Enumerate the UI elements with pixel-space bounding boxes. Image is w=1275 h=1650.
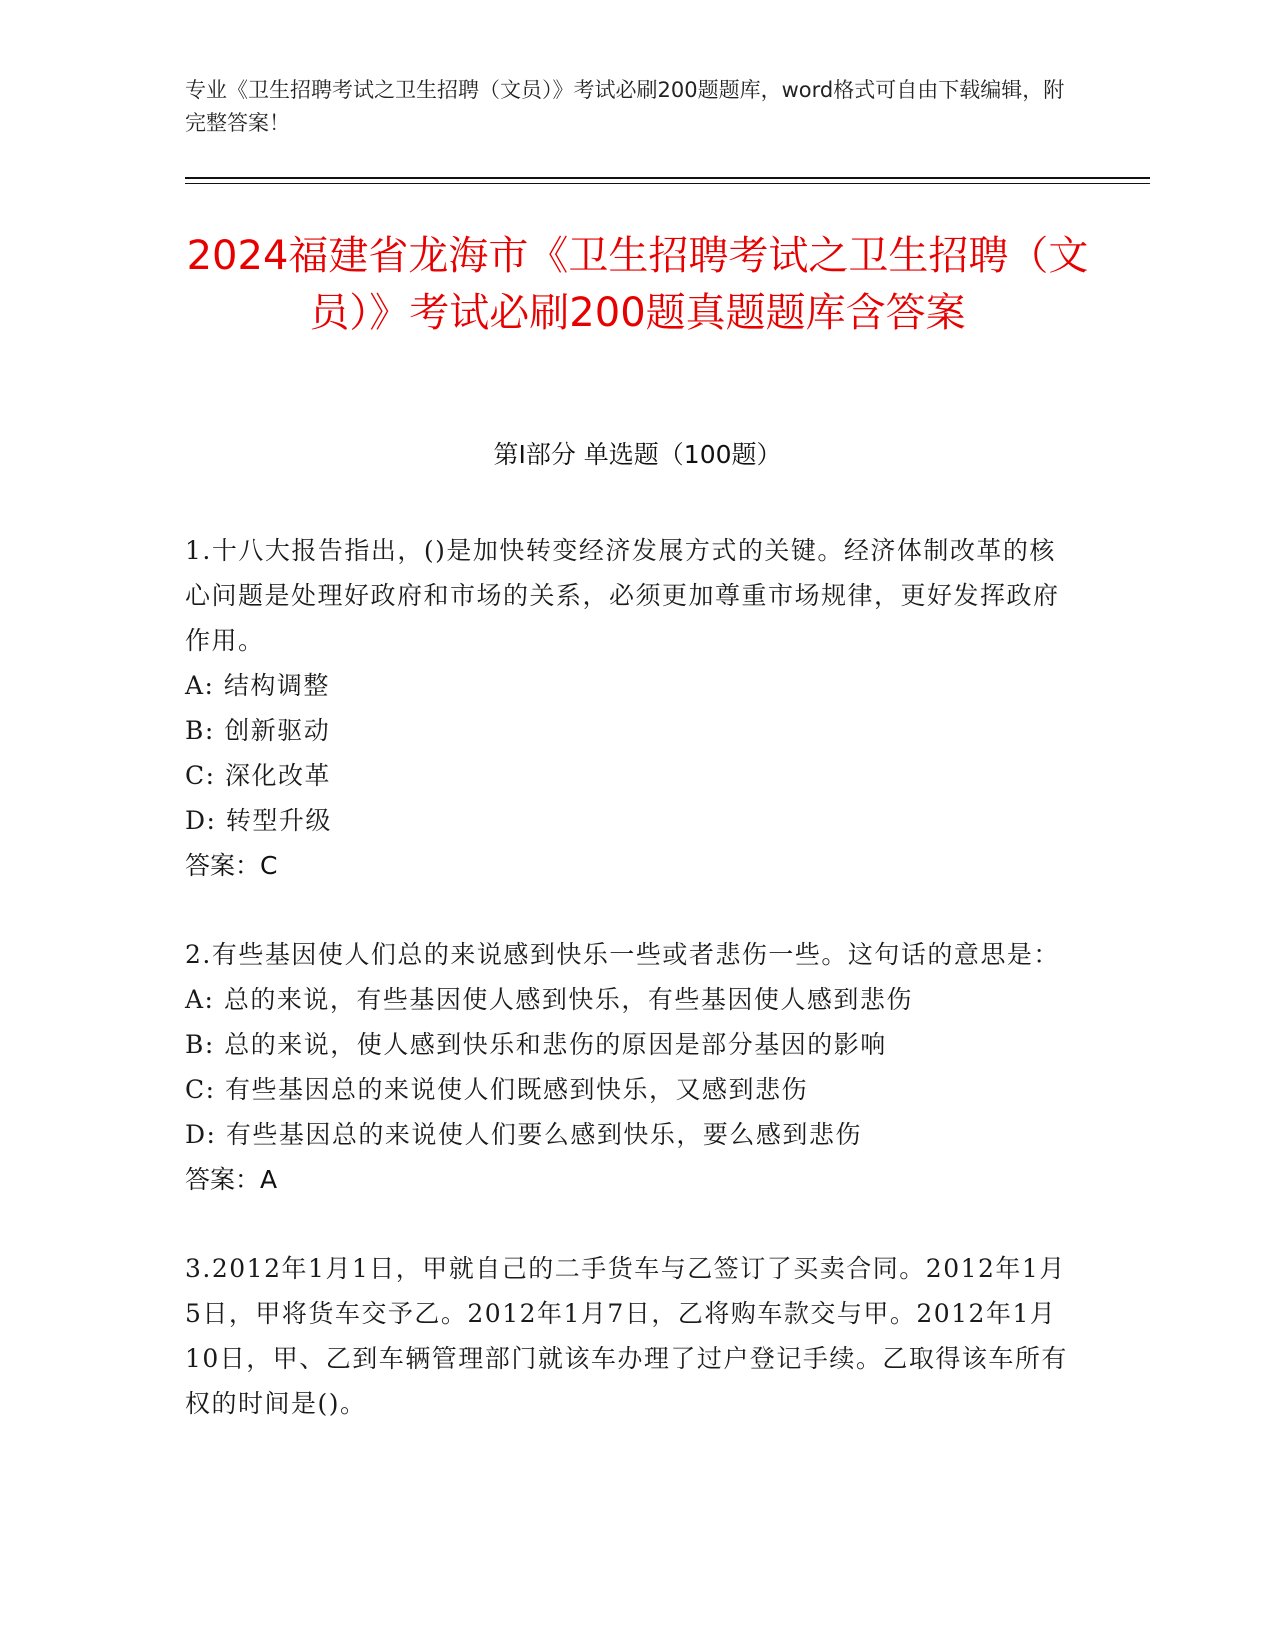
option-a: A: 总的来说，有些基因使人感到快乐，有些基因使人感到悲伤 bbox=[185, 985, 913, 1014]
option-d: D: 转型升级 bbox=[185, 806, 332, 835]
option-b: B: 创新驱动 bbox=[185, 716, 331, 745]
header-divider-thick bbox=[185, 177, 1150, 179]
option-a: A: 结构调整 bbox=[185, 671, 330, 700]
option-c: C: 深化改革 bbox=[185, 761, 331, 790]
answer-label: 答案：A bbox=[185, 1165, 278, 1194]
question-list bbox=[185, 528, 1075, 1426]
question-stem: 2.有些基因使人们总的来说感到快乐一些或者悲伤一些。这句话的意思是： bbox=[185, 940, 1060, 969]
option-b: B: 总的来说，使人感到快乐和悲伤的原因是部分基因的影响 bbox=[185, 1030, 887, 1059]
document-title: 2024福建省龙海市《卫生招聘考试之卫生招聘（文员）》考试必刷200题真题题库含答案 bbox=[186, 233, 1089, 336]
question-stem: 1.十八大报告指出，()是加快转变经济发展方式的关键。经济体制改革的核心问题是处理好政府和市场的关系，必须更加尊重市场规律，更好发挥政府作用。 bbox=[185, 536, 1060, 655]
option-d: D: 有些基因总的来说使人们要么感到快乐，要么感到悲伤 bbox=[185, 1120, 862, 1149]
header-divider-thin bbox=[185, 183, 1150, 184]
section-heading: 第Ⅰ部分 单选题（100题） bbox=[493, 440, 782, 469]
question-2 bbox=[185, 932, 1075, 1202]
answer-label: 答案：C bbox=[185, 851, 278, 880]
header-note: 专业《卫生招聘考试之卫生招聘（文员）》考试必刷200题题库，word格式可自由下载编辑，附完整答案！ bbox=[185, 78, 1065, 135]
question-1 bbox=[185, 528, 1075, 888]
question-spacer bbox=[185, 888, 1075, 932]
option-c: C: 有些基因总的来说使人们既感到快乐，又感到悲伤 bbox=[185, 1075, 809, 1104]
question-stem: 3.2012年1月1日，甲就自己的二手货车与乙签订了买卖合同。2012年1月5日，甲将货车交予乙。2012年1月7日，乙将购车款交与甲。2012年1月10日，甲、乙到车辆管理部门就该车办理了过户登记手续。乙取得该车所有权的时间是()。 bbox=[185, 1254, 1068, 1418]
question-spacer bbox=[185, 1202, 1075, 1246]
question-3 bbox=[185, 1246, 1075, 1426]
